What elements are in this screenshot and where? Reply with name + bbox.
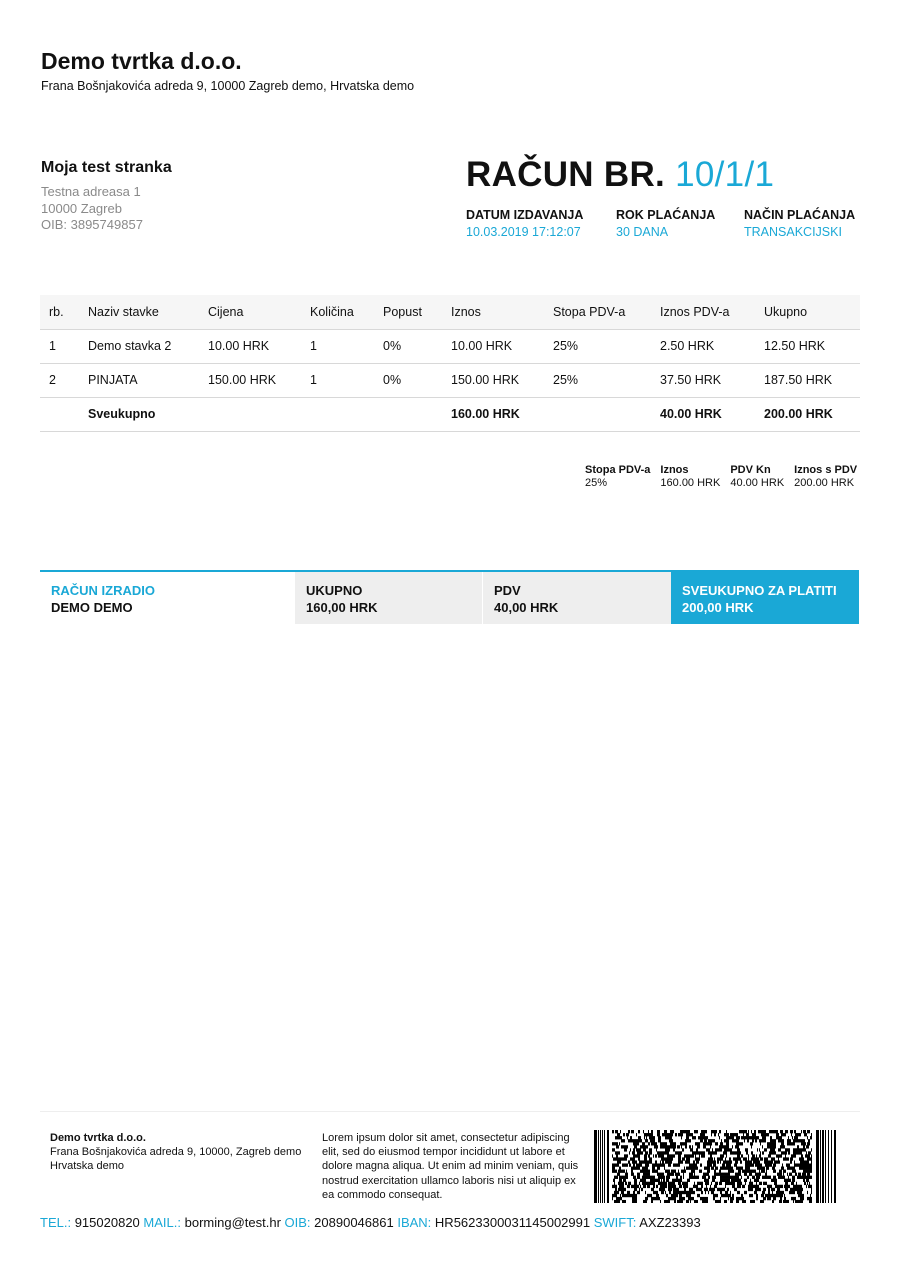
due-label: ROK PLAĆANJA [616, 208, 716, 222]
vat-header-base: Iznos [660, 464, 689, 476]
cell-name: PINJATA [79, 363, 199, 397]
company-name: Demo tvrtka d.o.o. [41, 48, 242, 74]
table-row [40, 363, 860, 397]
cell-quantity: 1 [301, 329, 374, 363]
pdf417-barcode-icon [594, 1130, 838, 1203]
total-cell [295, 572, 482, 624]
total-vat: 40.00 HRK [651, 397, 755, 431]
vat-amount: 40.00 HRK [730, 477, 785, 489]
col-header-quantity: Količina [301, 295, 374, 329]
total-row [40, 397, 860, 431]
summary-total-label: UKUPNO [306, 583, 363, 598]
col-header-name: Naziv stavke [79, 295, 199, 329]
col-header-amount: Iznos [442, 295, 544, 329]
footer-contact [40, 1215, 701, 1230]
cell-name: Demo stavka 2 [79, 329, 199, 363]
cell-vat-amount: 37.50 HRK [651, 363, 755, 397]
iban-value: HR5623300031145002991 [434, 1215, 591, 1230]
cell-vat-rate: 25% [544, 329, 651, 363]
payment-method-label: NAČIN PLAĆANJA [744, 208, 856, 222]
payment-method-value: TRANSAKCIJSKI [744, 225, 842, 239]
total-label: Sveukupno [79, 397, 199, 431]
cell-rb: 1 [40, 329, 79, 363]
invoice-title [466, 155, 774, 195]
footer-divider [40, 1111, 860, 1112]
col-header-total: Ukupno [755, 295, 860, 329]
cell-vat-rate: 25% [544, 363, 651, 397]
grand-total-label: SVEUKUPNO ZA PLATITI [682, 583, 837, 598]
vat-header-total: Iznos s PDV [794, 464, 858, 476]
items-table [40, 295, 860, 432]
swift-label: SWIFT: [593, 1215, 637, 1230]
cell-vat-amount: 2.50 HRK [651, 329, 755, 363]
grand-total-cell [671, 572, 859, 624]
vat-cell [483, 572, 671, 624]
made-by-label: RAČUN IZRADIO [51, 583, 155, 598]
grand-total-value: 200,00 HRK [682, 600, 754, 615]
vat-summary-table [583, 464, 865, 489]
cell-price: 150.00 HRK [199, 363, 301, 397]
oib-label: OIB: [284, 1215, 311, 1230]
summary-total-value: 160,00 HRK [306, 600, 378, 615]
client-address-line2: 10000 Zagreb [41, 201, 122, 216]
footer-company-address2: Hrvatska demo [50, 1160, 124, 1172]
due-value: 30 DANA [616, 225, 669, 239]
client-oib: OIB: 3895749857 [41, 217, 143, 232]
footer-company [50, 1131, 301, 1173]
company-address: Frana Bošnjakovića adreda 9, 10000 Zagreb demo, Hrvatska demo [41, 79, 415, 93]
items-header-row [40, 295, 860, 329]
table-row [40, 329, 860, 363]
cell-price: 10.00 HRK [199, 329, 301, 363]
cell-discount: 0% [374, 363, 442, 397]
footer-company-address1: Frana Bošnjakovića adreda 9, 10000, Zagreb demo [50, 1146, 302, 1158]
col-header-vat-rate: Stopa PDV-a [544, 295, 651, 329]
col-header-discount: Popust [374, 295, 442, 329]
swift-value: AXZ23393 [639, 1215, 701, 1230]
col-header-price: Cijena [199, 295, 301, 329]
cell-total: 12.50 HRK [755, 329, 860, 363]
iban-label: IBAN: [397, 1215, 432, 1230]
made-by-value: DEMO DEMO [51, 600, 133, 615]
vat-base: 160.00 HRK [660, 477, 721, 489]
summary-vat-label: PDV [494, 583, 521, 598]
cell-rb: 2 [40, 363, 79, 397]
cell-amount: 150.00 HRK [442, 363, 544, 397]
issue-date-value: 10.03.2019 17:12:07 [466, 225, 581, 239]
total-amount: 160.00 HRK [442, 397, 544, 431]
summary-bar [40, 570, 859, 624]
client-name: Moja test stranka [41, 159, 172, 176]
total-sum: 200.00 HRK [755, 397, 860, 431]
mail-value: borming@test.hr [184, 1215, 281, 1230]
cell-quantity: 1 [301, 363, 374, 397]
cell-total: 187.50 HRK [755, 363, 860, 397]
col-header-vat-amount: Iznos PDV-a [651, 295, 755, 329]
tel-label: TEL.: [40, 1215, 72, 1230]
vat-total: 200.00 HRK [794, 477, 855, 489]
invoice-number: 10/1/1 [675, 155, 775, 194]
vat-rate: 25% [585, 477, 608, 489]
issue-date-label: DATUM IZDAVANJA [466, 208, 584, 222]
mail-label: MAIL.: [143, 1215, 181, 1230]
client-address-line1: Testna adreasa 1 [41, 184, 141, 199]
footer-company-name: Demo tvrtka d.o.o. [50, 1132, 146, 1144]
cell-discount: 0% [374, 329, 442, 363]
footer-note: Lorem ipsum dolor sit amet, consectetur adipiscing elit, sed do eiusmod tempor incididunt ut labore et dolore magna aliqua. Ut enim ad minim veniam, quis nostrud exercitation ullamco laboris nisi ut aliquip ex ea commodo consequat. [322, 1132, 579, 1201]
col-header-rb: rb. [40, 295, 79, 329]
summary-vat-value: 40,00 HRK [494, 600, 559, 615]
vat-header-rate: Stopa PDV-a [585, 464, 651, 476]
oib-value: 20890046861 [314, 1215, 394, 1230]
vat-header-vat: PDV Kn [730, 464, 771, 476]
invoice-title-label: RAČUN BR. [466, 155, 666, 194]
tel-value: 915020820 [74, 1215, 140, 1230]
made-by-cell [40, 572, 295, 624]
cell-amount: 10.00 HRK [442, 329, 544, 363]
